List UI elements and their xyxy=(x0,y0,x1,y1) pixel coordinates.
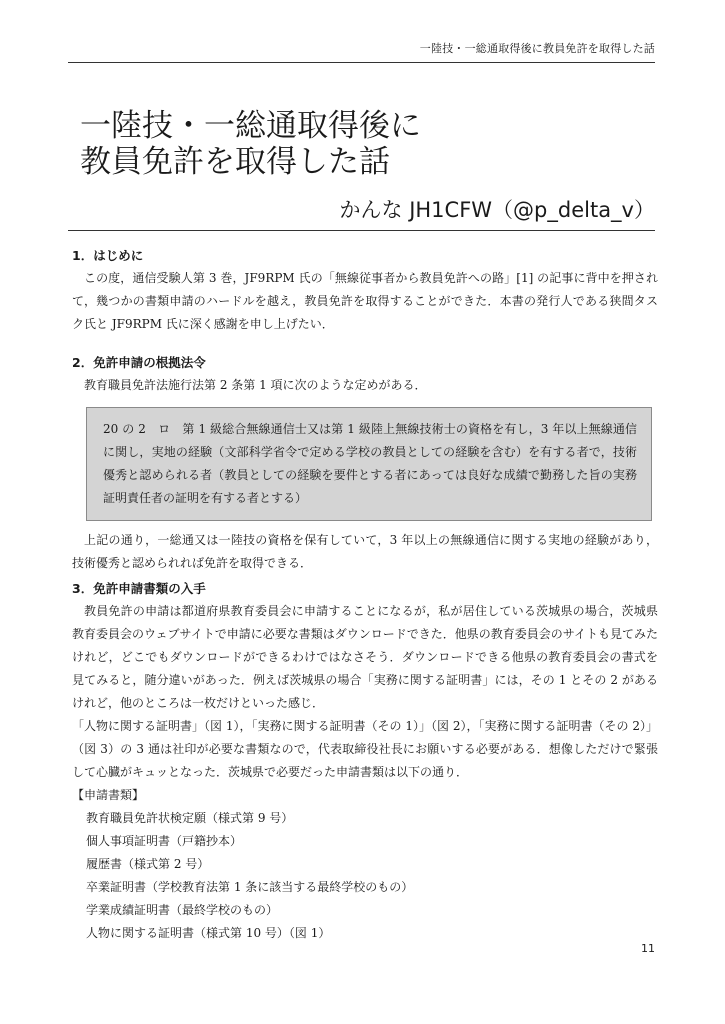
article-title xyxy=(80,108,655,180)
author-byline: かんな JH1CFW（@p_delta_v） xyxy=(68,194,655,231)
law-quote-box: 20 の 2 ロ 第 1 級総合無線通信士又は第 1 級陸上無線技術士の資格を有し，3 年以上無線通信に関し，実地の経験（文部科学省令で定める学校の教員としての経験を含む）を有する者で，技術優秀と認められる者（教員としての経験を要件とする者にあっては良好な成績で勤務した旨の実務証明責任者の証明を有する者とする） xyxy=(86,407,652,521)
page-number: 11 xyxy=(641,942,655,955)
section-heading: 1．はじめに xyxy=(72,248,144,263)
section-application-documents xyxy=(72,578,658,945)
section-paragraph: この度，通信受験人第 3 巻，JF9RPM 氏の「無線従事者から教員免許への路」[1] の記事に背中を押されて，幾つかの書類申請のハードルを越え，教員免許を取得することができた．本書の発行人である狭間タスク氏と JF9RPM 氏に深く感謝を申し上げたい． xyxy=(72,271,658,331)
section-paragraph: 上記の通り，一総通又は一陸技の資格を保有していて，3 年以上の無線通信に関する実地の経験があり，技術優秀と認められれば免許を取得できる． xyxy=(72,533,658,570)
list-item: 人物に関する証明書（様式第 10 号）（図 1） xyxy=(86,926,331,940)
list-item: 履歴書（様式第 2 号） xyxy=(86,857,210,871)
section-legal-basis xyxy=(72,352,658,575)
section-heading: 2．免許申請の根拠法令 xyxy=(72,355,206,370)
title-line-1: 一陸技・一総通取得後に xyxy=(80,108,421,144)
list-item: 個人事項証明書（戸籍抄本） xyxy=(86,834,243,848)
document-list-heading: 【申請書類】 xyxy=(72,788,145,802)
section-introduction xyxy=(72,245,658,336)
section-paragraph: 「人物に関する証明書」（図 1），「実務に関する証明書（その 1）」（図 2），「実務に関する証明書（その 2）」（図 3）の 3 通は社印が必要な書類なので，代表取締役社長にお願いする必要がある．想像しただけで緊張して心臓がキュッとなった．茨城県で必要だった申請書類は以下の通り． xyxy=(72,719,658,779)
list-item: 学業成績証明書（最終学校のもの） xyxy=(86,903,279,917)
list-item: 卒業証明書（学校教育法第 1 条に該当する最終学校のもの） xyxy=(86,880,414,894)
section-intro: 教育職員免許法施行法第 2 条第 1 項に次のような定めがある． xyxy=(84,378,427,392)
running-title: 一陸技・一総通取得後に教員免許を取得した話 xyxy=(419,42,655,55)
title-line-2: 教員免許を取得した話 xyxy=(80,144,390,180)
section-paragraph: 教員免許の申請は都道府県教育委員会に申請することになるが，私が居住している茨城県の場合，茨城県教育委員会のウェブサイトで申請に必要な書類はダウンロードできた．他県の教育委員会のサイトも見てみたけれど，どこでもダウンロードができるわけではなさそう．ダウンロードできる他県の教育委員会の書式を見てみると，随分違いがあった．例えば茨城県の場合「実務に関する証明書」には，その 1 とその 2 があるけれど，他のところは一枚だけといった感じ． xyxy=(72,604,658,710)
list-item: 教育職員免許状検定願（様式第 9 号） xyxy=(86,811,294,825)
document-list xyxy=(72,807,658,945)
section-heading: 3．免許申請書類の入手 xyxy=(72,581,206,596)
running-header xyxy=(68,40,655,63)
